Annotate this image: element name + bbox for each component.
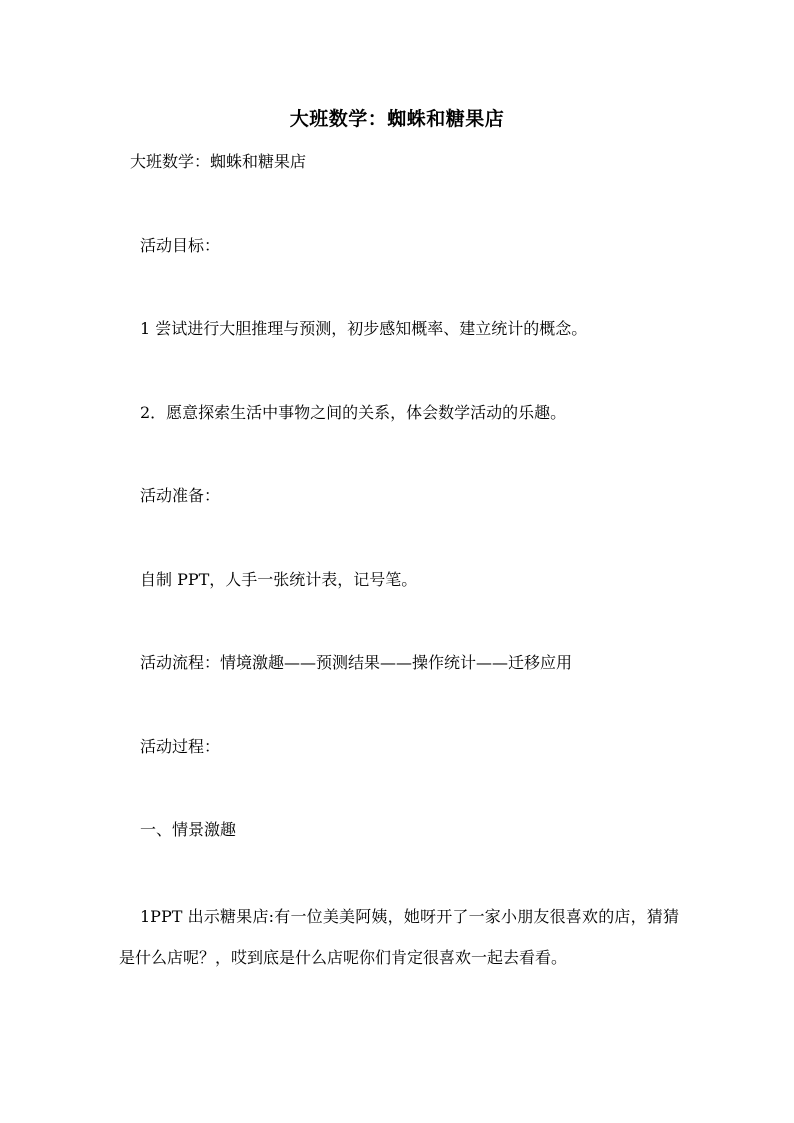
- goal-item-2: 2．愿意探索生活中事物之间的关系，体会数学活动的乐趣。: [140, 403, 567, 422]
- document-subtitle: 大班数学：蜘蛛和糖果店: [130, 152, 307, 171]
- preparation-text: 自制 PPT，人手一张统计表，记号笔。: [140, 570, 418, 589]
- section-heading-process: 活动过程：: [140, 737, 221, 756]
- goal-item-1: 1 尝试进行大胆推理与预测，初步感知概率、建立统计的概念。: [140, 319, 588, 338]
- section-heading-goals: 活动目标：: [140, 236, 221, 255]
- section-heading-preparation: 活动准备：: [140, 486, 221, 505]
- activity-flow-text: 活动流程：情境激趣——预测结果——操作统计——迁移应用: [140, 653, 573, 672]
- section-heading-scene: 一、情景激趣: [140, 820, 237, 839]
- document-title: 大班数学：蜘蛛和糖果店: [289, 108, 505, 130]
- body-paragraph: 1PPT 出示糖果店:有一位美美阿姨，她呀开了一家小朋友很喜欢的店，猜猜是什么店呢？，哎到底是什么店呢你们肯定很喜欢一起去看看。: [119, 907, 679, 967]
